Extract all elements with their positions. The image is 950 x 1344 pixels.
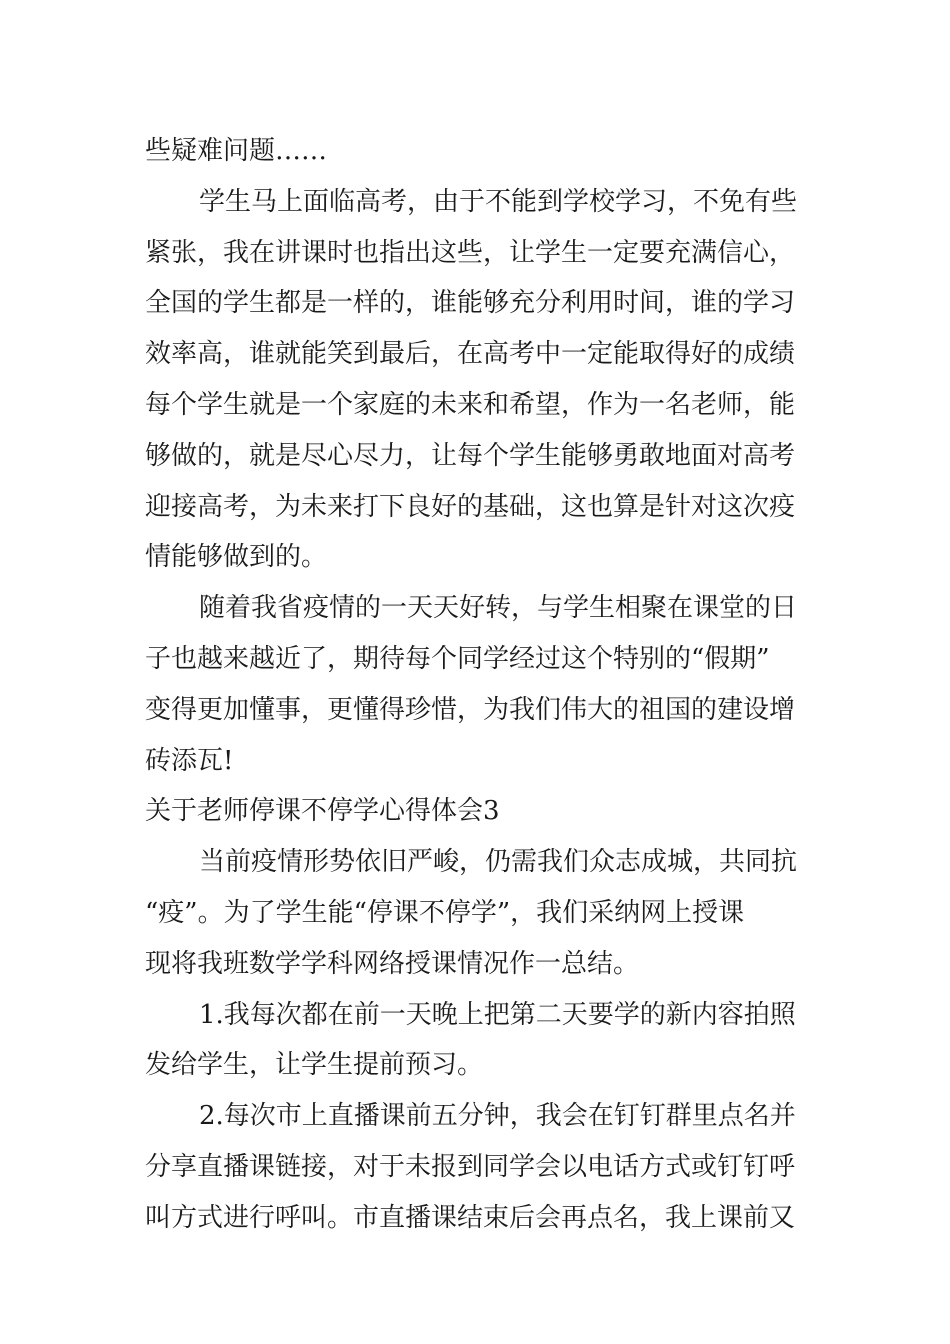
text-line: 2.每次市上直播课前五分钟，我会在钉钉群里点名并 — [199, 1101, 796, 1132]
text-line: 发给学生，让学生提前预习。 — [145, 1050, 484, 1081]
document-body — [145, 126, 815, 1244]
text-line: 砖添瓦! — [145, 745, 234, 776]
section-heading: 关于老师停课不停学心得体会3 — [145, 796, 500, 827]
text-line: 情能够做到的。 — [145, 542, 328, 573]
text-line: 1.我每次都在前一天晚上把第二天要学的新内容拍照 — [199, 999, 796, 1030]
text-line: 分享直播课链接，对于未报到同学会以电话方式或钉钉呼 — [145, 1151, 796, 1182]
text-line: 现将我班数学学科网络授课情况作一总结。 — [145, 948, 640, 979]
text-line: 当前疫情形势依旧严峻，仍需我们众志成城，共同抗 — [199, 847, 798, 878]
text-line: 随着我省疫情的一天天好转，与学生相聚在课堂的日 — [199, 593, 798, 624]
text-line: 全国的学生都是一样的，谁能够充分利用时间，谁的学习 — [145, 288, 796, 319]
text-line: 叫方式进行呼叫。市直播课结束后会再点名，我上课前又 — [145, 1202, 796, 1233]
text-line: 效率高，谁就能笑到最后，在高考中一定能取得好的成绩 — [145, 339, 796, 370]
text-line: 够做的，就是尽心尽力，让每个学生能够勇敢地面对高考 — [145, 440, 796, 471]
text-line: “疫”。为了学生能“停课不停学”，我们采纳网上授课 — [145, 897, 745, 928]
text-line: 变得更加懂事，更懂得珍惜，为我们伟大的祖国的建设增 — [145, 694, 796, 725]
text-line: 子也越来越近了，期待每个同学经过这个特别的“假期” — [145, 643, 770, 674]
text-line: 迎接高考，为未来打下良好的基础，这也算是针对这次疫 — [145, 491, 796, 522]
text-line: 每个学生就是一个家庭的未来和希望，作为一名老师，能 — [145, 389, 796, 420]
text-line: 些疑难问题…… — [145, 136, 328, 166]
text-line: 学生马上面临高考，由于不能到学校学习，不免有些 — [199, 186, 798, 217]
text-line: 紧张，我在讲课时也指出这些，让学生一定要充满信心， — [145, 237, 796, 268]
